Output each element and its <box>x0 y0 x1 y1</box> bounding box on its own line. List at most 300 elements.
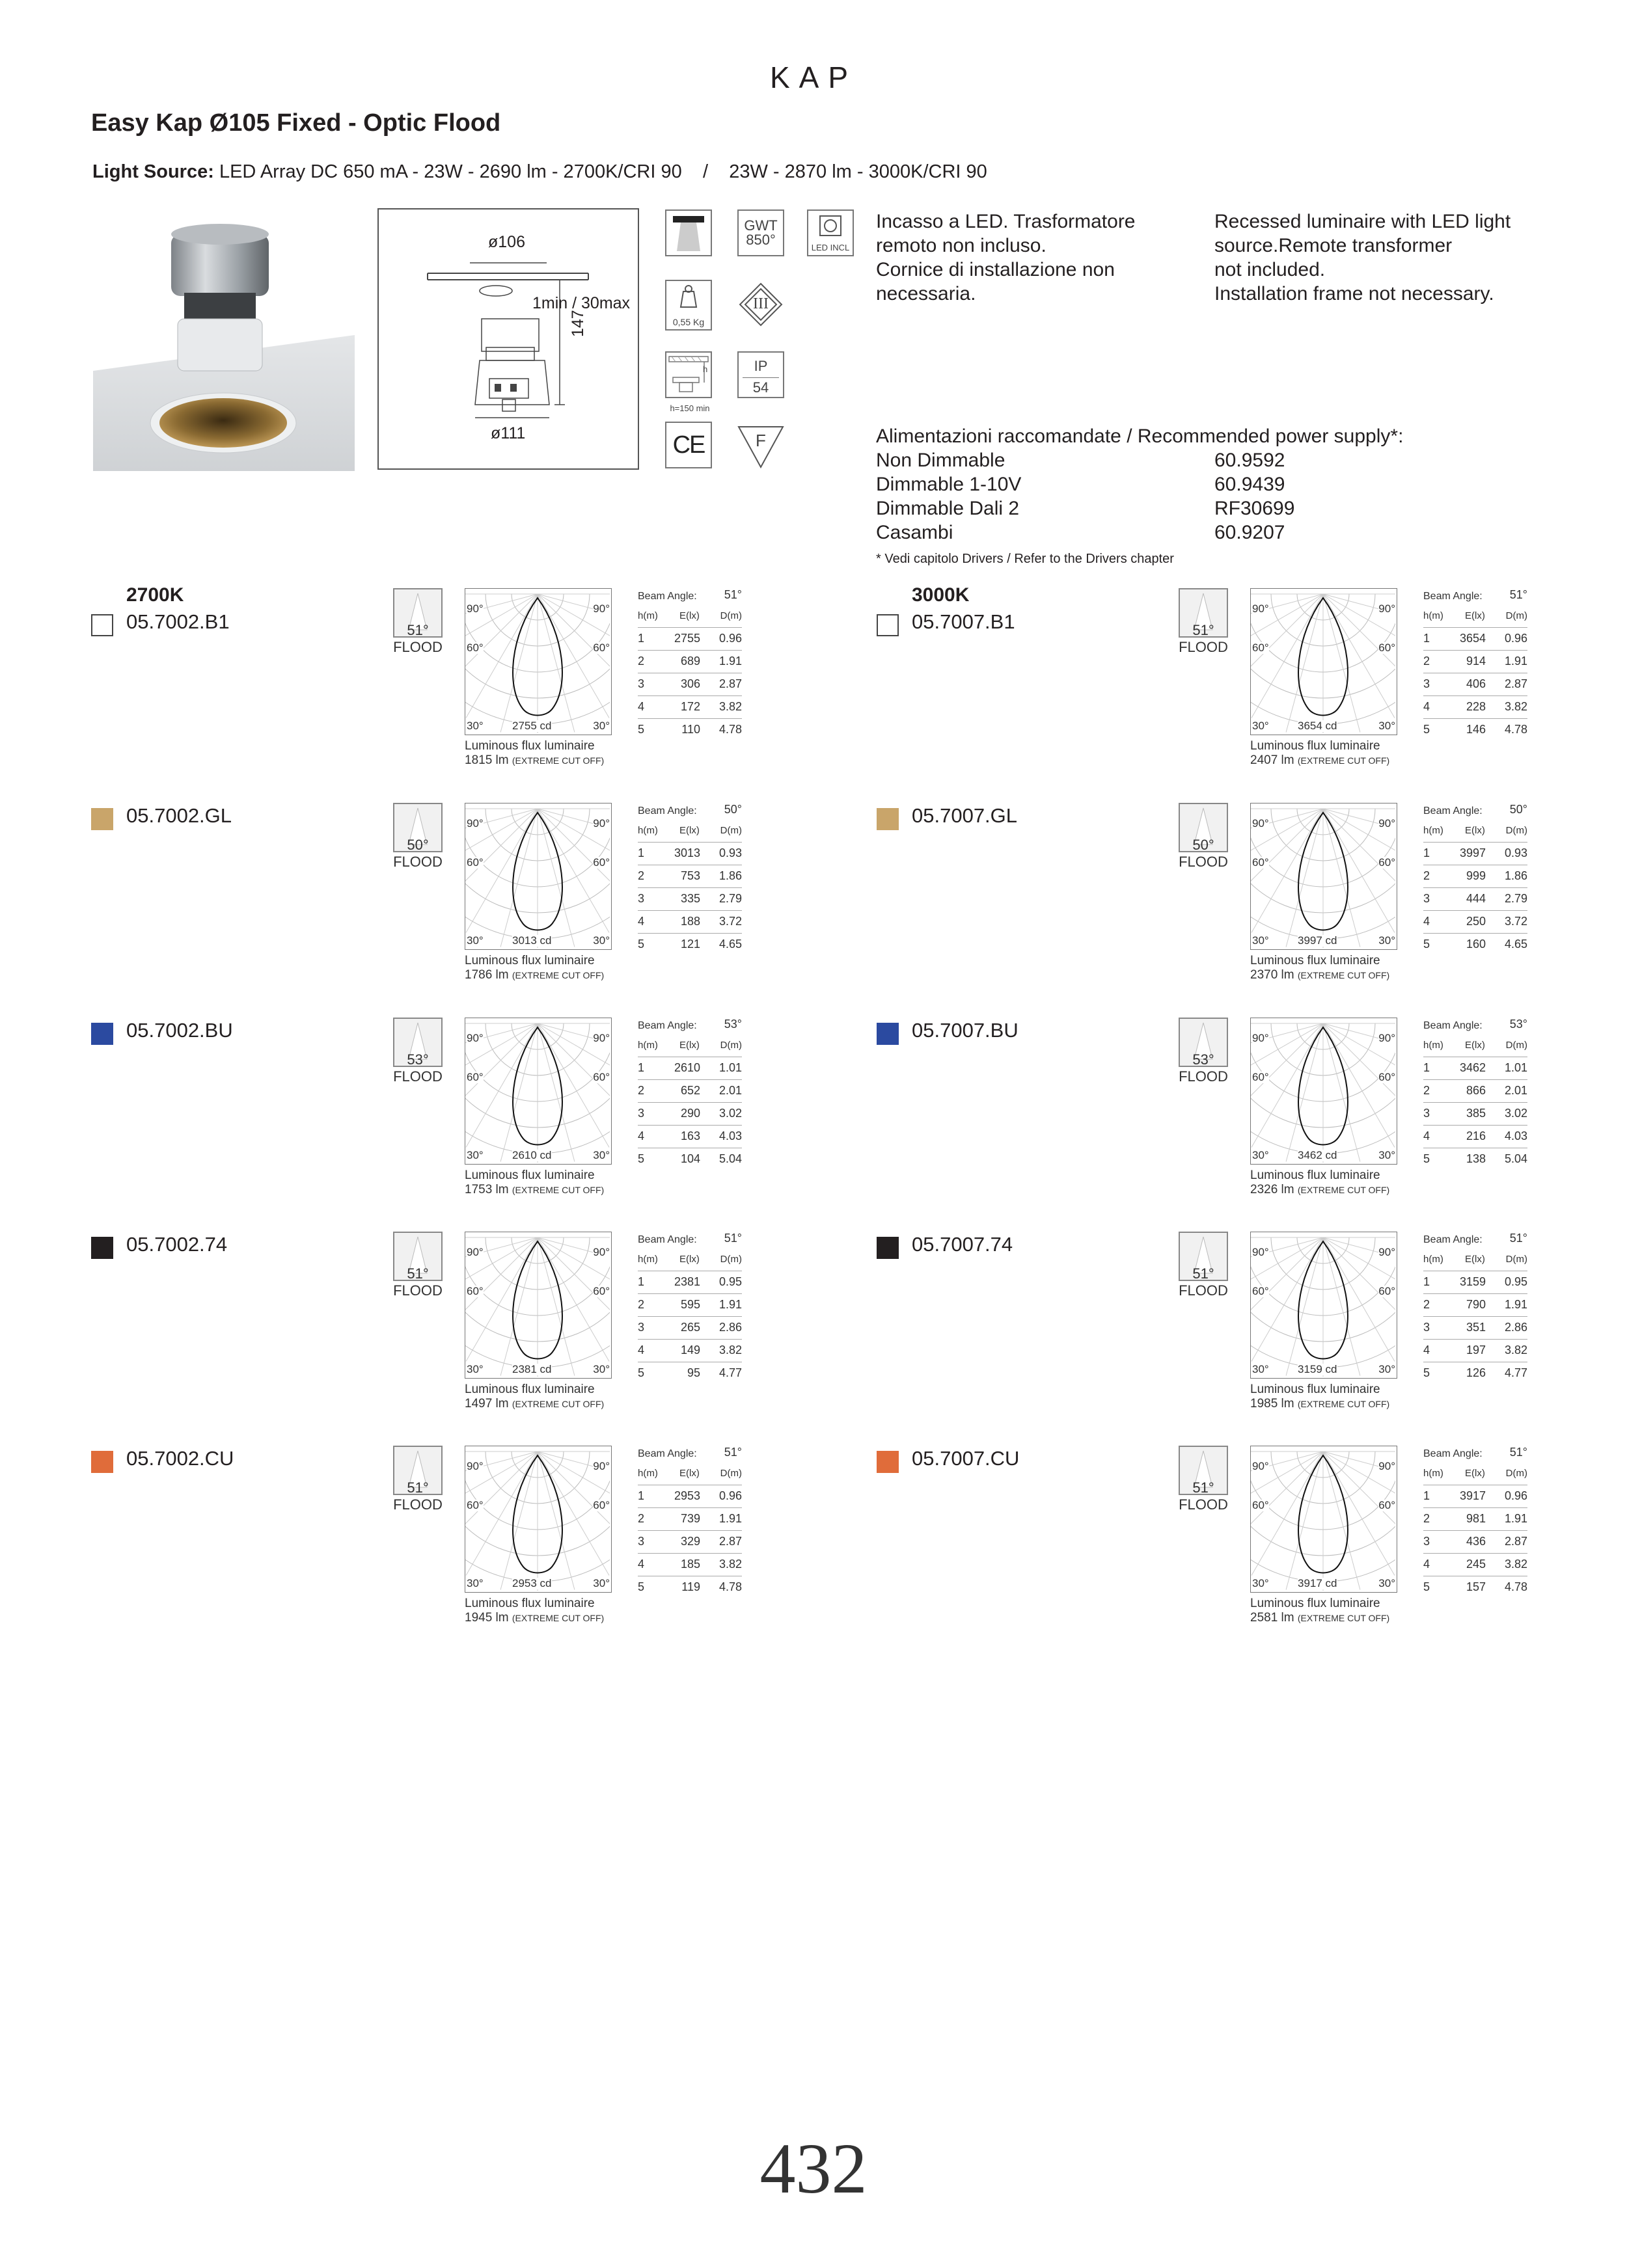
cell-e: 163 <box>680 1129 700 1142</box>
power-supply-footnote: * Vedi capitolo Drivers / Refer to the Drivers chapter <box>876 552 1174 566</box>
cell-h: 5 <box>1423 1366 1430 1379</box>
cell-d: 3.82 <box>1504 1558 1527 1571</box>
table-header <box>638 1040 742 1057</box>
cell-e: 3013 <box>674 846 700 859</box>
finish-swatch <box>877 808 899 830</box>
product-code: 05.7002.BU <box>126 1019 233 1042</box>
flood-label: FLOOD <box>1179 639 1228 655</box>
cell-h: 2 <box>638 655 645 668</box>
cell-d: 3.82 <box>1504 1343 1527 1357</box>
product-code: 05.7002.74 <box>126 1233 228 1256</box>
cell-e: 351 <box>1466 1321 1486 1334</box>
table-row <box>638 1339 742 1362</box>
flood-label: FLOOD <box>1179 1496 1228 1513</box>
polar-grid <box>1251 803 1395 948</box>
angle-90-right: 90° <box>1378 817 1395 830</box>
cell-h: 1 <box>638 1061 645 1074</box>
brand-title: KAP <box>769 61 858 94</box>
cell-d: 1.91 <box>718 655 742 668</box>
polar-grid <box>465 803 610 948</box>
cell-h: 5 <box>1423 723 1430 736</box>
beam-angle-number: 51° <box>1509 1232 1527 1245</box>
led-included-icon: LED INCL <box>807 209 854 256</box>
peak-intensity: 2953 cd <box>512 1577 552 1589</box>
temperature-label: 2700K <box>126 584 184 606</box>
angle-90-right: 90° <box>1378 1246 1395 1258</box>
angle-60-left: 60° <box>467 1285 484 1297</box>
cell-h: 4 <box>1423 915 1430 928</box>
cell-h: 2 <box>1423 1298 1430 1311</box>
cutoff-label: (EXTREME CUT OFF) <box>1297 1399 1390 1409</box>
flux-value: 1815 lm <box>465 753 509 767</box>
col-h: h(m) <box>638 1040 658 1051</box>
col-d: D(m) <box>720 1254 742 1265</box>
cell-e: 160 <box>1466 938 1486 951</box>
weight-icon: 0,55 Kg <box>665 280 712 331</box>
cell-e: 689 <box>680 655 700 668</box>
cell-e: 306 <box>680 677 700 690</box>
cell-d: 2.87 <box>1504 677 1527 690</box>
beam-angle-value: 53° <box>1192 1051 1214 1068</box>
polar-diagram <box>1250 588 1397 735</box>
cutoff-label: (EXTREME CUT OFF) <box>512 1613 605 1623</box>
flux-value: 2407 lm <box>1250 753 1294 767</box>
hmin-label: h=150 min <box>670 403 710 413</box>
col-h: h(m) <box>638 1254 658 1265</box>
col-d: D(m) <box>1505 1254 1527 1265</box>
product-title: Easy Kap Ø105 Fixed - Optic Flood <box>91 109 501 137</box>
angle-30-right: 30° <box>1378 1149 1395 1161</box>
col-e: E(lx) <box>1465 825 1485 836</box>
col-d: D(m) <box>1505 825 1527 836</box>
beam-angle-number: 51° <box>1509 588 1527 601</box>
cell-e: 157 <box>1466 1580 1486 1593</box>
cell-d: 1.01 <box>1504 1061 1527 1074</box>
cutoff-label: (EXTREME CUT OFF) <box>512 1185 605 1195</box>
beam-angle-row <box>1423 803 1527 825</box>
cell-e: 652 <box>680 1084 700 1097</box>
cell-e: 866 <box>1466 1084 1486 1097</box>
illuminance-table <box>1423 803 1527 956</box>
table-row <box>638 933 742 956</box>
angle-90-left: 90° <box>1252 602 1269 615</box>
table-header <box>1423 1254 1527 1271</box>
luminous-flux <box>465 1383 634 1411</box>
cell-e: 2755 <box>674 632 700 645</box>
angle-90-right: 90° <box>1378 1460 1395 1472</box>
finish-swatch <box>91 808 113 830</box>
cell-d: 4.78 <box>1504 1580 1527 1593</box>
col-d: D(m) <box>720 610 742 621</box>
flux-value: 2370 lm <box>1250 968 1294 982</box>
table-row <box>1423 1293 1527 1316</box>
peak-intensity: 2610 cd <box>512 1149 552 1161</box>
product-code: 05.7007.B1 <box>912 610 1015 633</box>
cell-e: 3917 <box>1459 1489 1486 1502</box>
table-row <box>638 1293 742 1316</box>
angle-90-left: 90° <box>467 1032 484 1044</box>
flood-label: FLOOD <box>393 1282 443 1299</box>
cell-d: 4.78 <box>718 723 742 736</box>
table-header <box>1423 825 1527 842</box>
peak-intensity: 3917 cd <box>1298 1577 1337 1589</box>
cell-h: 4 <box>638 1558 645 1571</box>
cell-d: 1.86 <box>1504 869 1527 882</box>
table-row <box>1423 1271 1527 1293</box>
col-d: D(m) <box>720 1468 742 1479</box>
flux-value-line <box>465 1611 634 1625</box>
cell-h: 4 <box>1423 1343 1430 1357</box>
luminous-flux <box>1250 1168 1419 1197</box>
cell-d: 2.86 <box>718 1321 742 1334</box>
flux-value-line <box>465 1397 634 1411</box>
col-e: E(lx) <box>679 1468 700 1479</box>
cutoff-label: (EXTREME CUT OFF) <box>1297 1185 1390 1195</box>
polar-diagram <box>1250 1232 1397 1379</box>
peak-intensity: 3997 cd <box>1298 934 1337 947</box>
cell-e: 2610 <box>674 1061 700 1074</box>
product-code: 05.7002.B1 <box>126 610 230 633</box>
table-row <box>638 842 742 865</box>
cell-d: 0.96 <box>718 632 742 645</box>
angle-60-right: 60° <box>1378 1071 1395 1083</box>
product-code: 05.7007.GL <box>912 804 1018 827</box>
cell-d: 0.96 <box>1504 1489 1527 1502</box>
polar-diagram <box>465 1018 612 1165</box>
table-row <box>638 1530 742 1553</box>
cell-e: 110 <box>681 723 700 736</box>
luminous-flux <box>1250 1383 1419 1411</box>
cell-h: 1 <box>1423 846 1430 859</box>
cell-h: 5 <box>1423 1152 1430 1165</box>
col-e: E(lx) <box>679 825 700 836</box>
angle-90-left: 90° <box>467 817 484 830</box>
optic-icon <box>665 209 712 256</box>
description-it: Incasso a LED. Trasformatore remoto non incluso. Cornice di installazione non necessaria. <box>876 211 1136 304</box>
polar-diagram <box>465 1446 612 1593</box>
flood-label: FLOOD <box>393 1496 443 1513</box>
luminous-flux <box>465 739 634 768</box>
angle-30-right: 30° <box>1378 720 1395 732</box>
temperature-label: 3000K <box>912 584 970 606</box>
beam-angle-label: Beam Angle: <box>638 805 697 817</box>
cell-e: 329 <box>680 1535 700 1548</box>
power-supply-row: Casambi 60.9207 <box>876 522 1285 543</box>
cell-h: 5 <box>638 1366 645 1379</box>
table-row <box>1423 1576 1527 1599</box>
cell-e: 335 <box>680 892 700 905</box>
angle-30-right: 30° <box>1378 1363 1395 1375</box>
flux-label: Luminous flux luminaire <box>465 954 595 967</box>
cell-d: 2.79 <box>1504 892 1527 905</box>
cell-e: 981 <box>1466 1512 1486 1525</box>
angle-60-left: 60° <box>467 1071 484 1083</box>
angle-30-right: 30° <box>593 720 610 732</box>
cell-e: 138 <box>1466 1152 1486 1165</box>
beam-angle-value: 51° <box>1192 1479 1214 1496</box>
cell-h: 2 <box>1423 655 1430 668</box>
cutoff-label: (EXTREME CUT OFF) <box>512 755 605 766</box>
flux-label: Luminous flux luminaire <box>465 1168 595 1182</box>
table-row <box>638 1148 742 1170</box>
product-code: 05.7007.74 <box>912 1233 1013 1256</box>
beam-angle-row <box>638 1232 742 1254</box>
beam-angle-label: Beam Angle: <box>1423 1448 1483 1459</box>
col-e: E(lx) <box>679 610 700 621</box>
cutoff-label: (EXTREME CUT OFF) <box>1297 970 1390 980</box>
cell-d: 1.91 <box>1504 655 1527 668</box>
cell-d: 4.78 <box>718 1580 742 1593</box>
cell-h: 3 <box>638 677 645 690</box>
cell-h: 1 <box>638 846 645 859</box>
cell-d: 4.77 <box>718 1366 742 1379</box>
cell-d: 3.72 <box>718 915 742 928</box>
cell-h: 1 <box>638 632 645 645</box>
flux-label: Luminous flux luminaire <box>1250 739 1380 753</box>
polar-diagram <box>465 588 612 735</box>
table-row <box>638 627 742 650</box>
flux-label: Luminous flux luminaire <box>1250 954 1380 967</box>
class-iii-icon: III <box>737 281 784 328</box>
cell-h: 5 <box>638 938 645 951</box>
cell-d: 4.03 <box>1504 1129 1527 1142</box>
angle-30-right: 30° <box>593 1577 610 1589</box>
illuminance-table <box>1423 1232 1527 1384</box>
table-header <box>638 1254 742 1271</box>
cell-e: 149 <box>680 1343 700 1357</box>
cell-e: 250 <box>1466 915 1486 928</box>
table-row <box>1423 627 1527 650</box>
table-row <box>1423 1316 1527 1339</box>
col-d: D(m) <box>1505 610 1527 621</box>
illuminance-table <box>638 588 742 741</box>
col-h: h(m) <box>1423 610 1443 621</box>
col-d: D(m) <box>720 1040 742 1051</box>
polar-diagram <box>465 803 612 950</box>
cell-d: 0.95 <box>718 1275 742 1288</box>
flux-value: 2581 lm <box>1250 1611 1294 1625</box>
cell-d: 2.86 <box>1504 1321 1527 1334</box>
table-row <box>1423 933 1527 956</box>
cell-h: 3 <box>638 1535 645 1548</box>
peak-intensity: 3462 cd <box>1298 1149 1337 1161</box>
flood-label: FLOOD <box>1179 1282 1228 1299</box>
table-header <box>1423 610 1527 627</box>
table-row <box>638 1079 742 1102</box>
polar-grid <box>465 1446 610 1591</box>
cell-e: 228 <box>1466 700 1486 713</box>
light-source-value: LED Array DC 650 mA - 23W - 2690 lm - 2700K/CRI 90 / 23W - 2870 lm - 3000K/CRI 90 <box>213 161 987 182</box>
cell-e: 265 <box>680 1321 700 1334</box>
cell-h: 1 <box>1423 1489 1430 1502</box>
product-code: 05.7007.CU <box>912 1447 1020 1470</box>
light-source <box>92 161 987 183</box>
peak-intensity: 3159 cd <box>1298 1363 1337 1375</box>
cell-h: 4 <box>638 700 645 713</box>
angle-60-left: 60° <box>467 1499 484 1511</box>
angle-60-left: 60° <box>1252 1499 1269 1511</box>
table-row <box>1423 865 1527 887</box>
cell-d: 2.01 <box>718 1084 742 1097</box>
table-row <box>638 1507 742 1530</box>
table-header <box>1423 1040 1527 1057</box>
cell-h: 1 <box>1423 632 1430 645</box>
polar-diagram <box>1250 1446 1397 1593</box>
table-row <box>1423 718 1527 741</box>
angle-90-left: 90° <box>467 1246 484 1258</box>
table-row <box>638 1485 742 1507</box>
flood-label: FLOOD <box>1179 854 1228 870</box>
cell-e: 119 <box>681 1580 700 1593</box>
cell-h: 4 <box>638 915 645 928</box>
cell-d: 1.91 <box>718 1512 742 1525</box>
angle-30-left: 30° <box>467 1363 484 1375</box>
angle-30-right: 30° <box>593 934 610 947</box>
table-row <box>1423 1125 1527 1148</box>
product-photo <box>93 208 355 471</box>
angle-60-left: 60° <box>467 856 484 869</box>
beam-angle-value: 51° <box>407 622 429 638</box>
beam-angle-row <box>638 1018 742 1040</box>
beam-angle-value: 51° <box>1192 622 1214 638</box>
cell-h: 4 <box>1423 1558 1430 1571</box>
cell-d: 0.96 <box>718 1489 742 1502</box>
cell-d: 3.82 <box>718 1343 742 1357</box>
col-h: h(m) <box>638 610 658 621</box>
cell-h: 5 <box>638 1152 645 1165</box>
flood-label: FLOOD <box>393 1068 443 1085</box>
beam-angle-number: 50° <box>724 803 742 816</box>
cell-d: 0.96 <box>1504 632 1527 645</box>
table-row <box>1423 1102 1527 1125</box>
table-row <box>1423 910 1527 933</box>
flux-value-line <box>1250 968 1419 982</box>
cell-e: 739 <box>680 1512 700 1525</box>
col-d: D(m) <box>1505 1040 1527 1051</box>
cell-h: 5 <box>1423 1580 1430 1593</box>
cell-e: 121 <box>680 938 700 951</box>
angle-30-left: 30° <box>467 720 484 732</box>
table-row <box>1423 1057 1527 1079</box>
cell-e: 3997 <box>1459 846 1486 859</box>
col-e: E(lx) <box>1465 1254 1485 1265</box>
light-source-label: Light Source: <box>92 161 214 182</box>
beam-angle-row <box>638 588 742 610</box>
power-supply-title: Alimentazioni raccomandate / Recommended power supply*: <box>876 425 1404 447</box>
flux-value-line <box>1250 753 1419 768</box>
beam-angle-label: Beam Angle: <box>1423 1234 1483 1245</box>
beam-angle-value: 51° <box>407 1265 429 1282</box>
illuminance-table <box>638 1446 742 1599</box>
illuminance-table <box>638 803 742 956</box>
table-row <box>1423 1485 1527 1507</box>
angle-30-right: 30° <box>1378 1577 1395 1589</box>
angle-60-right: 60° <box>1378 1285 1395 1297</box>
cell-h: 5 <box>638 1580 645 1593</box>
description-en: Recessed luminaire with LED light source.Remote transformer not included. Installation frame not necessary. <box>1214 211 1511 304</box>
table-row <box>638 695 742 718</box>
cell-h: 2 <box>638 869 645 882</box>
beam-angle-row <box>1423 1446 1527 1468</box>
flux-value-line <box>1250 1397 1419 1411</box>
recessed-install-icon <box>665 351 712 398</box>
table-row <box>1423 1530 1527 1553</box>
angle-90-right: 90° <box>593 1032 610 1044</box>
beam-angle-label: Beam Angle: <box>1423 591 1483 602</box>
luminous-flux <box>465 954 634 982</box>
flux-value: 1985 lm <box>1250 1397 1294 1411</box>
cutoff-label: (EXTREME CUT OFF) <box>1297 755 1390 766</box>
flux-value-line <box>1250 1611 1419 1625</box>
cell-h: 4 <box>638 1129 645 1142</box>
cell-e: 3159 <box>1459 1275 1486 1288</box>
table-row <box>638 1553 742 1576</box>
angle-60-left: 60° <box>1252 856 1269 869</box>
illuminance-table <box>638 1232 742 1384</box>
angle-90-right: 90° <box>593 1460 610 1472</box>
table-row <box>638 887 742 910</box>
table-row <box>1423 1148 1527 1170</box>
beam-angle-value: 51° <box>1192 1265 1214 1282</box>
angle-60-left: 60° <box>1252 1071 1269 1083</box>
product-code: 05.7002.CU <box>126 1447 234 1470</box>
col-h: h(m) <box>638 1468 658 1479</box>
cell-d: 2.87 <box>718 677 742 690</box>
cell-d: 3.72 <box>1504 915 1527 928</box>
cell-e: 185 <box>680 1558 700 1571</box>
order-checkbox[interactable] <box>91 614 113 636</box>
angle-60-right: 60° <box>593 1071 610 1083</box>
table-row <box>638 865 742 887</box>
cell-d: 3.02 <box>718 1107 742 1120</box>
cell-h: 1 <box>1423 1275 1430 1288</box>
cell-d: 2.87 <box>718 1535 742 1548</box>
cell-h: 3 <box>638 1107 645 1120</box>
cell-d: 4.77 <box>1504 1366 1527 1379</box>
polar-grid <box>1251 589 1395 733</box>
beam-angle-label: Beam Angle: <box>1423 805 1483 817</box>
cell-e: 999 <box>1466 869 1486 882</box>
h-label: h <box>703 364 708 374</box>
cell-e: 245 <box>1466 1558 1486 1571</box>
dim-thickness: 1min / 30max <box>532 294 631 312</box>
ip-rating-icon: IP 54 <box>737 351 784 398</box>
cell-d: 0.93 <box>1504 846 1527 859</box>
flood-label: FLOOD <box>393 854 443 870</box>
table-row <box>1423 1507 1527 1530</box>
finish-swatch <box>877 1451 899 1473</box>
cell-d: 2.79 <box>718 892 742 905</box>
polar-diagram <box>1250 1018 1397 1165</box>
table-row <box>638 718 742 741</box>
angle-30-left: 30° <box>1252 1149 1269 1161</box>
flux-value: 1786 lm <box>465 968 509 982</box>
cell-e: 188 <box>680 915 700 928</box>
order-checkbox[interactable] <box>877 614 899 636</box>
cell-h: 3 <box>1423 1535 1430 1548</box>
table-header <box>1423 1468 1527 1485</box>
cell-e: 216 <box>1466 1129 1486 1142</box>
cell-e: 95 <box>687 1366 700 1379</box>
table-row <box>638 910 742 933</box>
table-row <box>638 650 742 673</box>
cell-d: 5.04 <box>718 1152 742 1165</box>
table-row <box>638 1316 742 1339</box>
table-row <box>1423 1362 1527 1384</box>
col-d: D(m) <box>1505 1468 1527 1479</box>
cell-d: 2.87 <box>1504 1535 1527 1548</box>
flux-label: Luminous flux luminaire <box>1250 1383 1380 1396</box>
